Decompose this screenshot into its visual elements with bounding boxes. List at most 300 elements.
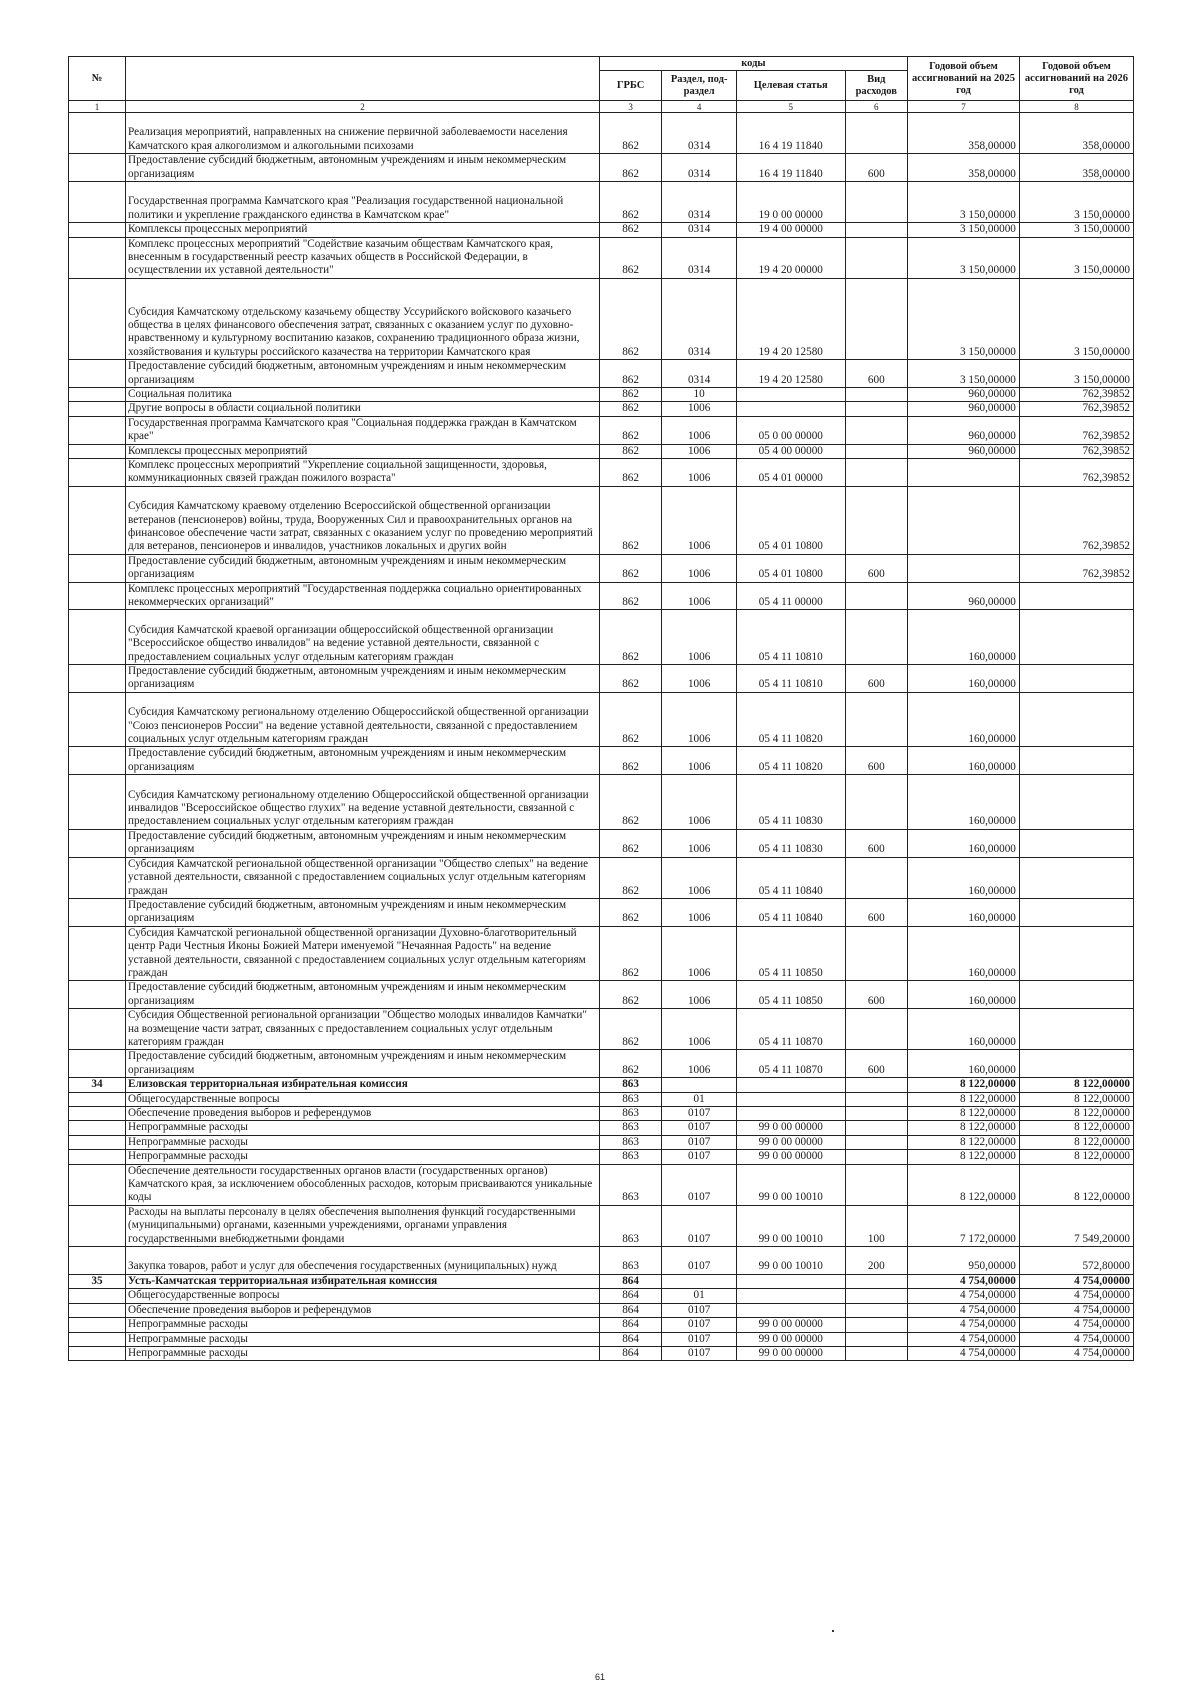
row-razdel: 0107 — [662, 1164, 737, 1205]
row-number — [69, 1150, 126, 1164]
table-row — [69, 223, 1134, 237]
row-number — [69, 857, 126, 898]
table-row — [69, 1303, 1134, 1317]
header-razdel: Раздел, под-раздел — [662, 71, 737, 101]
row-vol-2025: 960,00000 — [908, 402, 1020, 416]
row-razdel: 0107 — [662, 1150, 737, 1164]
row-name: Предоставление субсидий бюджетным, автономным учреждениям и иным некоммерческим организациям — [126, 898, 600, 926]
row-name: Обеспечение проведения выборов и референдумов — [126, 1107, 600, 1121]
row-grbs: 862 — [599, 1009, 662, 1050]
row-vid — [845, 775, 908, 830]
row-tselevaya: 05 4 11 10830 — [736, 775, 845, 830]
page-number: 61 — [594, 1672, 605, 1682]
row-vid — [845, 278, 908, 359]
row-vol-2025: 160,00000 — [908, 981, 1020, 1009]
row-vid — [845, 1107, 908, 1121]
row-vol-2025: 358,00000 — [908, 154, 1020, 182]
row-name: Обеспечение проведения выборов и референдумов — [126, 1303, 600, 1317]
row-grbs: 862 — [599, 237, 662, 278]
row-name: Субсидия Камчатскому региональному отделению Общероссийской общественной организации "Союз пенсионеров России" на ведение уставной деятельности, связанной с предоставлением социальных услуг отдельным категориям граждан — [126, 692, 600, 747]
row-grbs: 863 — [599, 1121, 662, 1135]
row-grbs: 864 — [599, 1318, 662, 1332]
row-tselevaya — [736, 402, 845, 416]
row-razdel: 1006 — [662, 402, 737, 416]
row-razdel: 1006 — [662, 459, 737, 487]
row-razdel: 0107 — [662, 1121, 737, 1135]
row-vol-2026: 8 122,00000 — [1019, 1164, 1133, 1205]
row-tselevaya: 99 0 00 00000 — [736, 1135, 845, 1149]
row-tselevaya: 05 4 11 10870 — [736, 1009, 845, 1050]
row-tselevaya: 19 4 00 00000 — [736, 223, 845, 237]
row-vid — [845, 402, 908, 416]
row-grbs: 863 — [599, 1205, 662, 1246]
row-number — [69, 278, 126, 359]
row-razdel — [662, 1274, 737, 1288]
row-vid — [845, 1150, 908, 1164]
row-tselevaya: 05 4 00 00000 — [736, 444, 845, 458]
header-vid: Вид расходов — [845, 71, 908, 101]
row-vol-2026 — [1019, 775, 1133, 830]
row-number — [69, 1164, 126, 1205]
row-razdel: 0314 — [662, 360, 737, 388]
row-vol-2025 — [908, 459, 1020, 487]
row-vol-2026: 762,39852 — [1019, 388, 1133, 402]
row-name: Общегосударственные вопросы — [126, 1289, 600, 1303]
row-vol-2025: 3 150,00000 — [908, 223, 1020, 237]
row-grbs: 863 — [599, 1247, 662, 1275]
row-razdel: 1006 — [662, 444, 737, 458]
row-tselevaya — [736, 1107, 845, 1121]
row-name: Субсидия Камчатскому отдельскому казачьему обществу Уссурийского войскового казачьего общества в целях финансового обеспечения затрат, связанных с оказанием услуг по духовно-нравственному и культурному воспитанию казаков, сохранению традиционного образа жизни, хозяйствования и культуры российского казачества на территории Камчатского края — [126, 278, 600, 359]
row-number — [69, 182, 126, 223]
row-name: Непрограммные расходы — [126, 1346, 600, 1360]
table-row — [69, 1332, 1134, 1346]
row-grbs: 863 — [599, 1092, 662, 1106]
row-vol-2025: 160,00000 — [908, 692, 1020, 747]
budget-table — [68, 56, 1134, 1361]
table-row — [69, 113, 1134, 154]
row-vol-2025: 7 172,00000 — [908, 1205, 1020, 1246]
row-grbs: 862 — [599, 1050, 662, 1078]
row-vol-2026: 762,39852 — [1019, 416, 1133, 444]
row-vol-2026: 8 122,00000 — [1019, 1135, 1133, 1149]
colnum-4: 4 — [662, 101, 737, 113]
row-name: Закупка товаров, работ и услуг для обеспечения государственных (муниципальных) нужд — [126, 1247, 600, 1275]
row-grbs: 863 — [599, 1150, 662, 1164]
colnum-6: 6 — [845, 101, 908, 113]
table-row — [69, 402, 1134, 416]
row-grbs: 864 — [599, 1274, 662, 1288]
row-number — [69, 1346, 126, 1360]
row-name: Предоставление субсидий бюджетным, автономным учреждениям и иным некоммерческим организациям — [126, 360, 600, 388]
colnum-7: 7 — [908, 101, 1020, 113]
row-tselevaya — [736, 1078, 845, 1092]
row-vol-2025: 4 754,00000 — [908, 1318, 1020, 1332]
row-razdel: 0107 — [662, 1332, 737, 1346]
row-vid: 100 — [845, 1205, 908, 1246]
row-razdel: 0314 — [662, 237, 737, 278]
row-tselevaya: 05 4 01 10800 — [736, 486, 845, 554]
row-name: Непрограммные расходы — [126, 1318, 600, 1332]
row-number — [69, 981, 126, 1009]
row-tselevaya — [736, 1289, 845, 1303]
header-vol-2025: Годовой объем ассигнований на 2025 год — [908, 57, 1020, 101]
row-grbs: 862 — [599, 898, 662, 926]
row-tselevaya: 05 4 11 10820 — [736, 692, 845, 747]
row-name: Другие вопросы в области социальной политики — [126, 402, 600, 416]
row-tselevaya — [736, 1092, 845, 1106]
row-vid — [845, 1289, 908, 1303]
row-vol-2025: 4 754,00000 — [908, 1346, 1020, 1360]
row-name: Комплексы процессных мероприятий — [126, 444, 600, 458]
row-name: Субсидия Камчатской краевой организации общероссийской общественной организации "Всероссийское общество инвалидов" на ведение уставной деятельности, связанной с предоставлением социальных услуг отдельным категориям граждан — [126, 610, 600, 665]
row-vid — [845, 444, 908, 458]
row-tselevaya: 05 4 11 10870 — [736, 1050, 845, 1078]
row-vid: 600 — [845, 360, 908, 388]
row-vid — [845, 1009, 908, 1050]
row-name: Субсидия Камчатскому краевому отделению Всероссийской общественной организации ветеранов (пенсионеров) войны, труда, Вооруженных Сил и правоохранительных органов на финансовое обеспечение части затрат, связанных с оказанием услуг по проведению мероприятий для ветеранов, пенсионеров и инвалидов, участников локальных и других войн — [126, 486, 600, 554]
row-vol-2025: 960,00000 — [908, 582, 1020, 610]
row-tselevaya: 99 0 00 10010 — [736, 1247, 845, 1275]
row-vol-2026 — [1019, 747, 1133, 775]
row-razdel: 0107 — [662, 1247, 737, 1275]
row-grbs: 863 — [599, 1135, 662, 1149]
table-row — [69, 829, 1134, 857]
row-grbs: 863 — [599, 1107, 662, 1121]
row-vid — [845, 1078, 908, 1092]
row-grbs: 862 — [599, 926, 662, 981]
row-vol-2025: 8 122,00000 — [908, 1150, 1020, 1164]
row-vol-2026: 358,00000 — [1019, 113, 1133, 154]
row-name: Предоставление субсидий бюджетным, автономным учреждениям и иным некоммерческим организациям — [126, 1050, 600, 1078]
table-row — [69, 1289, 1134, 1303]
row-vid — [845, 1332, 908, 1346]
row-tselevaya: 19 4 20 12580 — [736, 360, 845, 388]
row-razdel: 0314 — [662, 182, 737, 223]
row-razdel: 0107 — [662, 1303, 737, 1317]
row-vol-2026 — [1019, 981, 1133, 1009]
row-razdel: 0107 — [662, 1107, 737, 1121]
table-row — [69, 1150, 1134, 1164]
row-tselevaya — [736, 1303, 845, 1317]
row-vol-2026: 7 549,20000 — [1019, 1205, 1133, 1246]
row-number — [69, 829, 126, 857]
row-vol-2026 — [1019, 610, 1133, 665]
row-vid — [845, 486, 908, 554]
table-row — [69, 554, 1134, 582]
row-grbs: 862 — [599, 554, 662, 582]
row-razdel: 1006 — [662, 486, 737, 554]
table-row — [69, 154, 1134, 182]
table-row — [69, 237, 1134, 278]
row-grbs: 862 — [599, 829, 662, 857]
row-vol-2025: 160,00000 — [908, 857, 1020, 898]
row-vid — [845, 1274, 908, 1288]
row-vid: 600 — [845, 665, 908, 693]
row-vol-2026: 572,80000 — [1019, 1247, 1133, 1275]
table-row — [69, 1092, 1134, 1106]
row-number: 34 — [69, 1078, 126, 1092]
row-vol-2026: 8 122,00000 — [1019, 1121, 1133, 1135]
row-grbs: 863 — [599, 1078, 662, 1092]
table-row — [69, 1078, 1134, 1092]
row-number — [69, 898, 126, 926]
row-vol-2025 — [908, 554, 1020, 582]
row-name: Елизовская территориальная избирательная комиссия — [126, 1078, 600, 1092]
row-name: Субсидия Камчатскому региональному отделению Общероссийской общественной организации инвалидов "Всероссийское общество глухих" на ведение уставной деятельности, связанной с предоставлением социальных услуг отдельным категориям граждан — [126, 775, 600, 830]
row-razdel: 0107 — [662, 1135, 737, 1149]
row-number — [69, 388, 126, 402]
row-razdel: 1006 — [662, 692, 737, 747]
row-tselevaya: 05 0 00 00000 — [736, 416, 845, 444]
row-razdel: 1006 — [662, 582, 737, 610]
row-razdel: 1006 — [662, 981, 737, 1009]
table-row — [69, 775, 1134, 830]
row-vol-2025: 3 150,00000 — [908, 278, 1020, 359]
row-vol-2025: 950,00000 — [908, 1247, 1020, 1275]
scan-speck — [832, 1630, 834, 1632]
row-number — [69, 747, 126, 775]
row-grbs: 862 — [599, 775, 662, 830]
table-row — [69, 388, 1134, 402]
row-vol-2026: 3 150,00000 — [1019, 223, 1133, 237]
row-razdel: 1006 — [662, 610, 737, 665]
row-grbs: 862 — [599, 154, 662, 182]
row-number — [69, 692, 126, 747]
row-vid — [845, 388, 908, 402]
row-vol-2026: 8 122,00000 — [1019, 1092, 1133, 1106]
row-number — [69, 1205, 126, 1246]
row-grbs: 862 — [599, 610, 662, 665]
row-razdel: 1006 — [662, 747, 737, 775]
row-tselevaya: 05 4 11 10810 — [736, 665, 845, 693]
row-name: Общегосударственные вопросы — [126, 1092, 600, 1106]
row-vol-2026: 4 754,00000 — [1019, 1332, 1133, 1346]
row-number — [69, 459, 126, 487]
row-vol-2026: 3 150,00000 — [1019, 360, 1133, 388]
row-tselevaya: 05 4 11 10820 — [736, 747, 845, 775]
row-vol-2025: 160,00000 — [908, 775, 1020, 830]
row-vid — [845, 223, 908, 237]
table-row — [69, 1135, 1134, 1149]
row-razdel: 1006 — [662, 416, 737, 444]
row-grbs: 862 — [599, 981, 662, 1009]
row-vol-2025: 8 122,00000 — [908, 1121, 1020, 1135]
row-number — [69, 444, 126, 458]
row-number — [69, 416, 126, 444]
row-vol-2025: 3 150,00000 — [908, 360, 1020, 388]
row-number — [69, 582, 126, 610]
row-razdel: 1006 — [662, 775, 737, 830]
row-vol-2026 — [1019, 926, 1133, 981]
table-body — [69, 113, 1134, 1361]
row-number — [69, 1092, 126, 1106]
row-razdel: 1006 — [662, 665, 737, 693]
row-vol-2025: 160,00000 — [908, 747, 1020, 775]
colnum-1: 1 — [69, 101, 126, 113]
row-vol-2025: 4 754,00000 — [908, 1303, 1020, 1317]
row-vid — [845, 692, 908, 747]
budget-table-page — [68, 56, 1134, 1361]
row-vol-2026: 762,39852 — [1019, 444, 1133, 458]
row-razdel: 1006 — [662, 829, 737, 857]
row-name: Расходы на выплаты персоналу в целях обеспечения выполнения функций государственными (муниципальными) органами, казенными учреждениями, органами управления государственными внебюджетными фондами — [126, 1205, 600, 1246]
row-grbs: 862 — [599, 360, 662, 388]
row-tselevaya: 16 4 19 11840 — [736, 113, 845, 154]
row-vol-2025: 358,00000 — [908, 113, 1020, 154]
row-name: Обеспечение деятельности государственных органов власти (государственных органов) Камчатского края, за исключением обособленных расходов, которым присваиваются уникальные коды — [126, 1164, 600, 1205]
table-row — [69, 182, 1134, 223]
row-name: Усть-Камчатская территориальная избирательная комиссия — [126, 1274, 600, 1288]
row-vid — [845, 113, 908, 154]
row-vol-2025: 160,00000 — [908, 898, 1020, 926]
row-vid: 600 — [845, 898, 908, 926]
row-vol-2026: 762,39852 — [1019, 459, 1133, 487]
row-name: Реализация мероприятий, направленных на снижение первичной заболеваемости населения Камчатского края алкоголизмом и алкогольными психозами — [126, 113, 600, 154]
table-row — [69, 1050, 1134, 1078]
row-tselevaya: 19 4 20 12580 — [736, 278, 845, 359]
row-grbs: 864 — [599, 1303, 662, 1317]
row-tselevaya: 99 0 00 00000 — [736, 1318, 845, 1332]
table-row — [69, 582, 1134, 610]
row-tselevaya: 05 4 11 10850 — [736, 981, 845, 1009]
row-vol-2025: 160,00000 — [908, 1009, 1020, 1050]
row-number — [69, 610, 126, 665]
row-number — [69, 486, 126, 554]
row-razdel: 01 — [662, 1289, 737, 1303]
row-grbs: 862 — [599, 692, 662, 747]
row-number — [69, 665, 126, 693]
row-grbs: 862 — [599, 459, 662, 487]
row-number — [69, 237, 126, 278]
table-row — [69, 416, 1134, 444]
row-vol-2025: 4 754,00000 — [908, 1289, 1020, 1303]
row-vid — [845, 857, 908, 898]
row-vid: 600 — [845, 154, 908, 182]
row-vid — [845, 1346, 908, 1360]
row-tselevaya: 99 0 00 00000 — [736, 1346, 845, 1360]
row-name: Комплекс процессных мероприятий "Государственная поддержка социально ориентированных некоммерческих организаций" — [126, 582, 600, 610]
row-grbs: 862 — [599, 747, 662, 775]
row-vol-2026 — [1019, 665, 1133, 693]
row-vid — [845, 610, 908, 665]
row-grbs: 862 — [599, 486, 662, 554]
row-vol-2026 — [1019, 1009, 1133, 1050]
row-vid: 200 — [845, 1247, 908, 1275]
row-razdel: 1006 — [662, 898, 737, 926]
header-codes: коды — [599, 57, 907, 71]
row-tselevaya: 19 4 20 00000 — [736, 237, 845, 278]
row-vol-2025: 160,00000 — [908, 829, 1020, 857]
row-vid — [845, 1164, 908, 1205]
row-name: Комплекс процессных мероприятий "Содействие казачьим обществам Камчатского края, внесенным в государственный реестр казачьих обществ в Российской Федерации, в осуществлении их уставной деятельности" — [126, 237, 600, 278]
row-vid — [845, 1318, 908, 1332]
row-vol-2025: 8 122,00000 — [908, 1135, 1020, 1149]
row-tselevaya: 16 4 19 11840 — [736, 154, 845, 182]
row-vid — [845, 459, 908, 487]
row-number — [69, 926, 126, 981]
row-tselevaya: 05 4 11 10840 — [736, 898, 845, 926]
row-number — [69, 1121, 126, 1135]
row-number — [69, 1318, 126, 1332]
table-row — [69, 1247, 1134, 1275]
row-vol-2026: 4 754,00000 — [1019, 1274, 1133, 1288]
row-razdel: 1006 — [662, 1009, 737, 1050]
row-name: Предоставление субсидий бюджетным, автономным учреждениям и иным некоммерческим организациям — [126, 554, 600, 582]
row-vol-2026 — [1019, 829, 1133, 857]
row-grbs: 862 — [599, 857, 662, 898]
row-number — [69, 1289, 126, 1303]
row-number — [69, 1107, 126, 1121]
row-number: 35 — [69, 1274, 126, 1288]
row-number — [69, 223, 126, 237]
table-row — [69, 278, 1134, 359]
row-vol-2025: 3 150,00000 — [908, 182, 1020, 223]
row-tselevaya: 05 4 01 00000 — [736, 459, 845, 487]
header-tselevaya: Целевая статья — [736, 71, 845, 101]
row-vid — [845, 1303, 908, 1317]
table-row — [69, 459, 1134, 487]
row-vol-2025: 4 754,00000 — [908, 1332, 1020, 1346]
row-name: Непрограммные расходы — [126, 1135, 600, 1149]
table-row — [69, 610, 1134, 665]
row-name: Непрограммные расходы — [126, 1332, 600, 1346]
table-row — [69, 926, 1134, 981]
row-vol-2025: 160,00000 — [908, 1050, 1020, 1078]
row-number — [69, 1247, 126, 1275]
row-vol-2026: 358,00000 — [1019, 154, 1133, 182]
row-tselevaya: 99 0 00 10010 — [736, 1164, 845, 1205]
table-row — [69, 665, 1134, 693]
row-vid — [845, 1092, 908, 1106]
row-name: Предоставление субсидий бюджетным, автономным учреждениям и иным некоммерческим организациям — [126, 154, 600, 182]
row-vol-2025: 960,00000 — [908, 416, 1020, 444]
table-row — [69, 747, 1134, 775]
row-tselevaya: 05 4 11 10810 — [736, 610, 845, 665]
row-vol-2026 — [1019, 857, 1133, 898]
row-number — [69, 360, 126, 388]
row-vid — [845, 182, 908, 223]
row-grbs: 862 — [599, 278, 662, 359]
row-vol-2025: 160,00000 — [908, 610, 1020, 665]
row-name: Предоставление субсидий бюджетным, автономным учреждениям и иным некоммерческим организациям — [126, 665, 600, 693]
row-vol-2025: 8 122,00000 — [908, 1164, 1020, 1205]
row-grbs: 862 — [599, 582, 662, 610]
row-vid: 600 — [845, 829, 908, 857]
row-vol-2026 — [1019, 898, 1133, 926]
row-tselevaya — [736, 1274, 845, 1288]
row-tselevaya: 99 0 00 00000 — [736, 1121, 845, 1135]
row-vid — [845, 416, 908, 444]
row-vol-2026: 3 150,00000 — [1019, 182, 1133, 223]
table-row — [69, 1346, 1134, 1360]
row-vol-2026: 8 122,00000 — [1019, 1078, 1133, 1092]
row-razdel: 1006 — [662, 554, 737, 582]
row-number — [69, 1135, 126, 1149]
row-number — [69, 775, 126, 830]
row-razdel: 0107 — [662, 1205, 737, 1246]
row-name: Предоставление субсидий бюджетным, автономным учреждениям и иным некоммерческим организациям — [126, 829, 600, 857]
row-tselevaya: 05 4 11 00000 — [736, 582, 845, 610]
header-vol-2026: Годовой объем ассигнований на 2026 год — [1019, 57, 1133, 101]
row-razdel: 10 — [662, 388, 737, 402]
table-row — [69, 1121, 1134, 1135]
row-tselevaya: 05 4 01 10800 — [736, 554, 845, 582]
row-grbs: 863 — [599, 1164, 662, 1205]
row-grbs: 864 — [599, 1289, 662, 1303]
row-tselevaya: 99 0 00 10010 — [736, 1205, 845, 1246]
row-vid — [845, 237, 908, 278]
